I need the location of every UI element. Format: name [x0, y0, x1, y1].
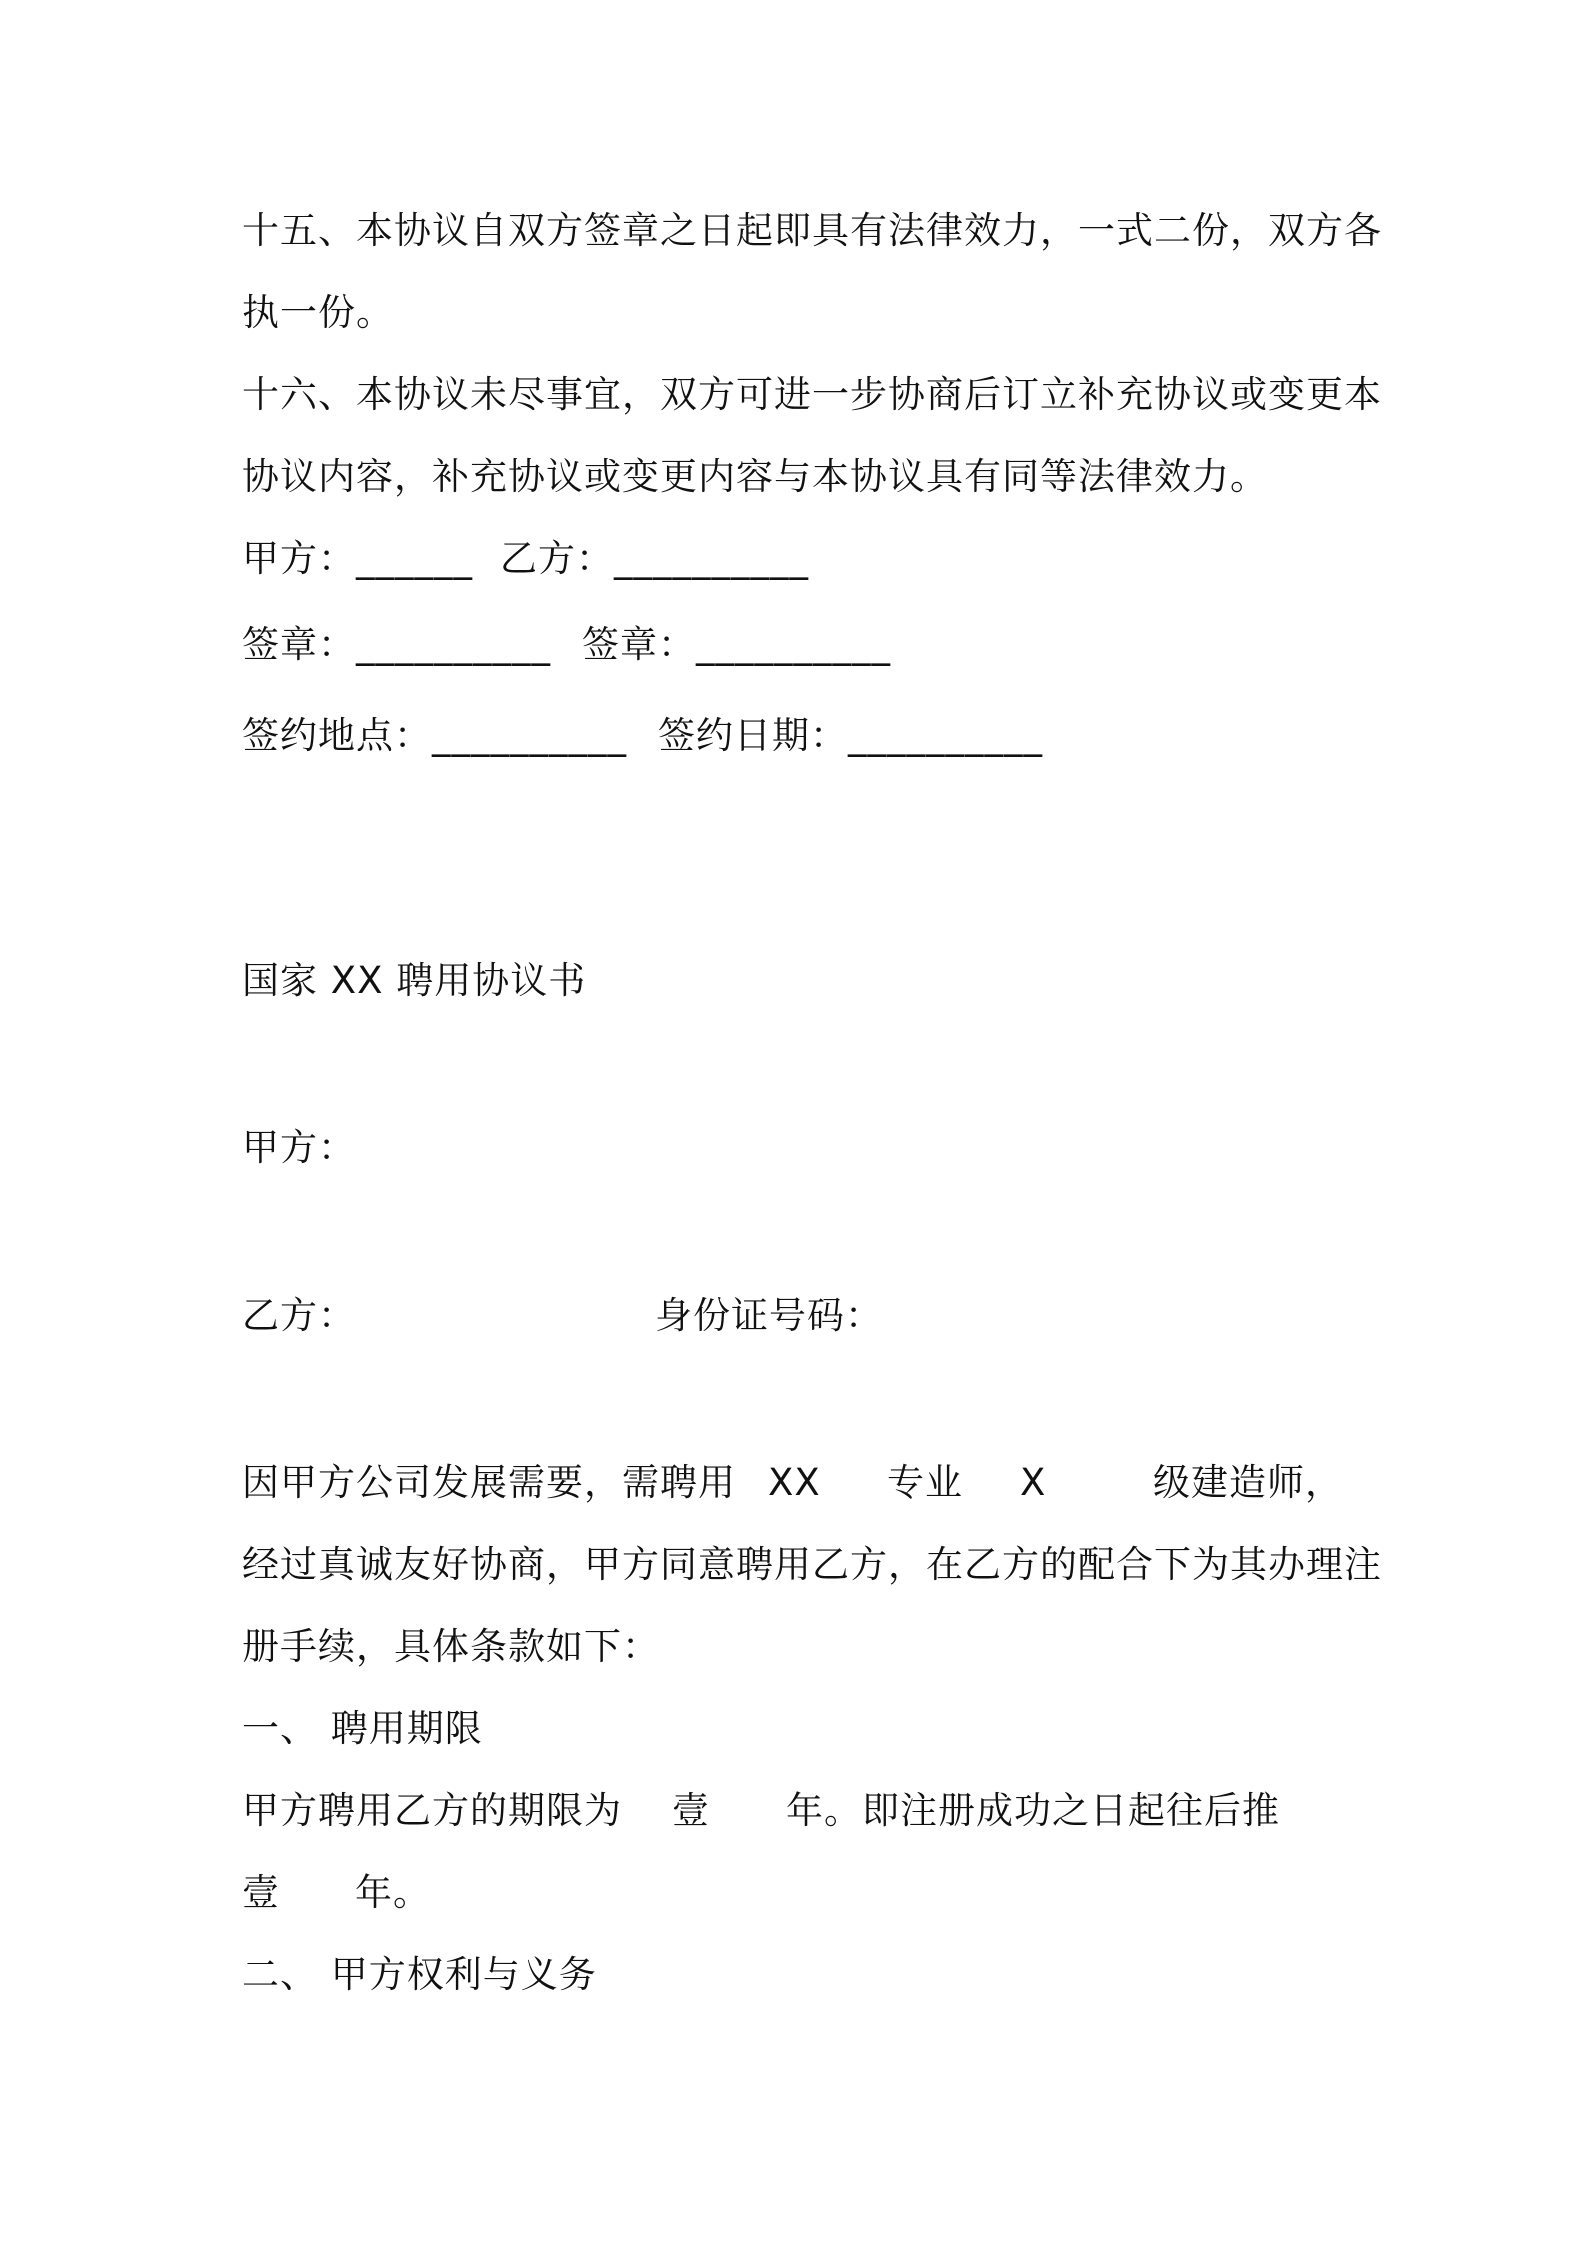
term-value-2: 壹: [242, 1871, 280, 1914]
clause-16-line-2: 协议内容，补充协议或变更内容与本协议具有同等法律效力。: [242, 455, 1268, 498]
section-2-title: 二、 甲方权利与义务: [242, 1953, 597, 1996]
intro-major-code: XX: [768, 1461, 821, 1504]
intro-line-2: 经过真诚友好协商，甲方同意聘用乙方，在乙方的配合下为其办理注: [242, 1543, 1382, 1586]
seal-party-a: 签章：__________: [242, 623, 551, 666]
signature-party-b: 乙方：__________: [500, 537, 809, 580]
signing-place: 签约地点：__________: [242, 714, 627, 757]
intro-major-label: 专业: [887, 1461, 963, 1504]
contract-party-b: 乙方：: [242, 1294, 356, 1337]
contract-party-a: 甲方：: [242, 1126, 356, 1169]
signature-party-a: 甲方：______: [242, 537, 473, 580]
intro-line-3: 册手续，具体条款如下：: [242, 1625, 660, 1668]
clause-16-line-1: 十六、本协议未尽事宜，双方可进一步协商后订立补充协议或变更本: [242, 373, 1382, 416]
clause-15-line-1: 十五、本协议自双方签章之日起即具有法律效力，一式二份，双方各: [242, 209, 1382, 252]
contract-title: 国家 XX 聘用协议书: [242, 959, 587, 1002]
clause-15-line-2: 执一份。: [242, 291, 394, 334]
intro-level-code: X: [1020, 1461, 1047, 1504]
term-value: 壹: [672, 1789, 710, 1832]
intro-level-label: 级建造师，: [1153, 1461, 1343, 1504]
intro-prefix: 因甲方公司发展需要，需聘用: [242, 1461, 736, 1504]
signing-date: 签约日期：__________: [658, 714, 1043, 757]
term-prefix: 甲方聘用乙方的期限为: [242, 1789, 622, 1832]
section-1-title: 一、 聘用期限: [242, 1707, 483, 1750]
id-number-label: 身份证号码：: [655, 1294, 883, 1337]
term-suffix-2: 年。: [355, 1871, 431, 1914]
seal-party-b: 签章：__________: [582, 623, 891, 666]
term-suffix: 年。即注册成功之日起往后推: [786, 1789, 1280, 1832]
